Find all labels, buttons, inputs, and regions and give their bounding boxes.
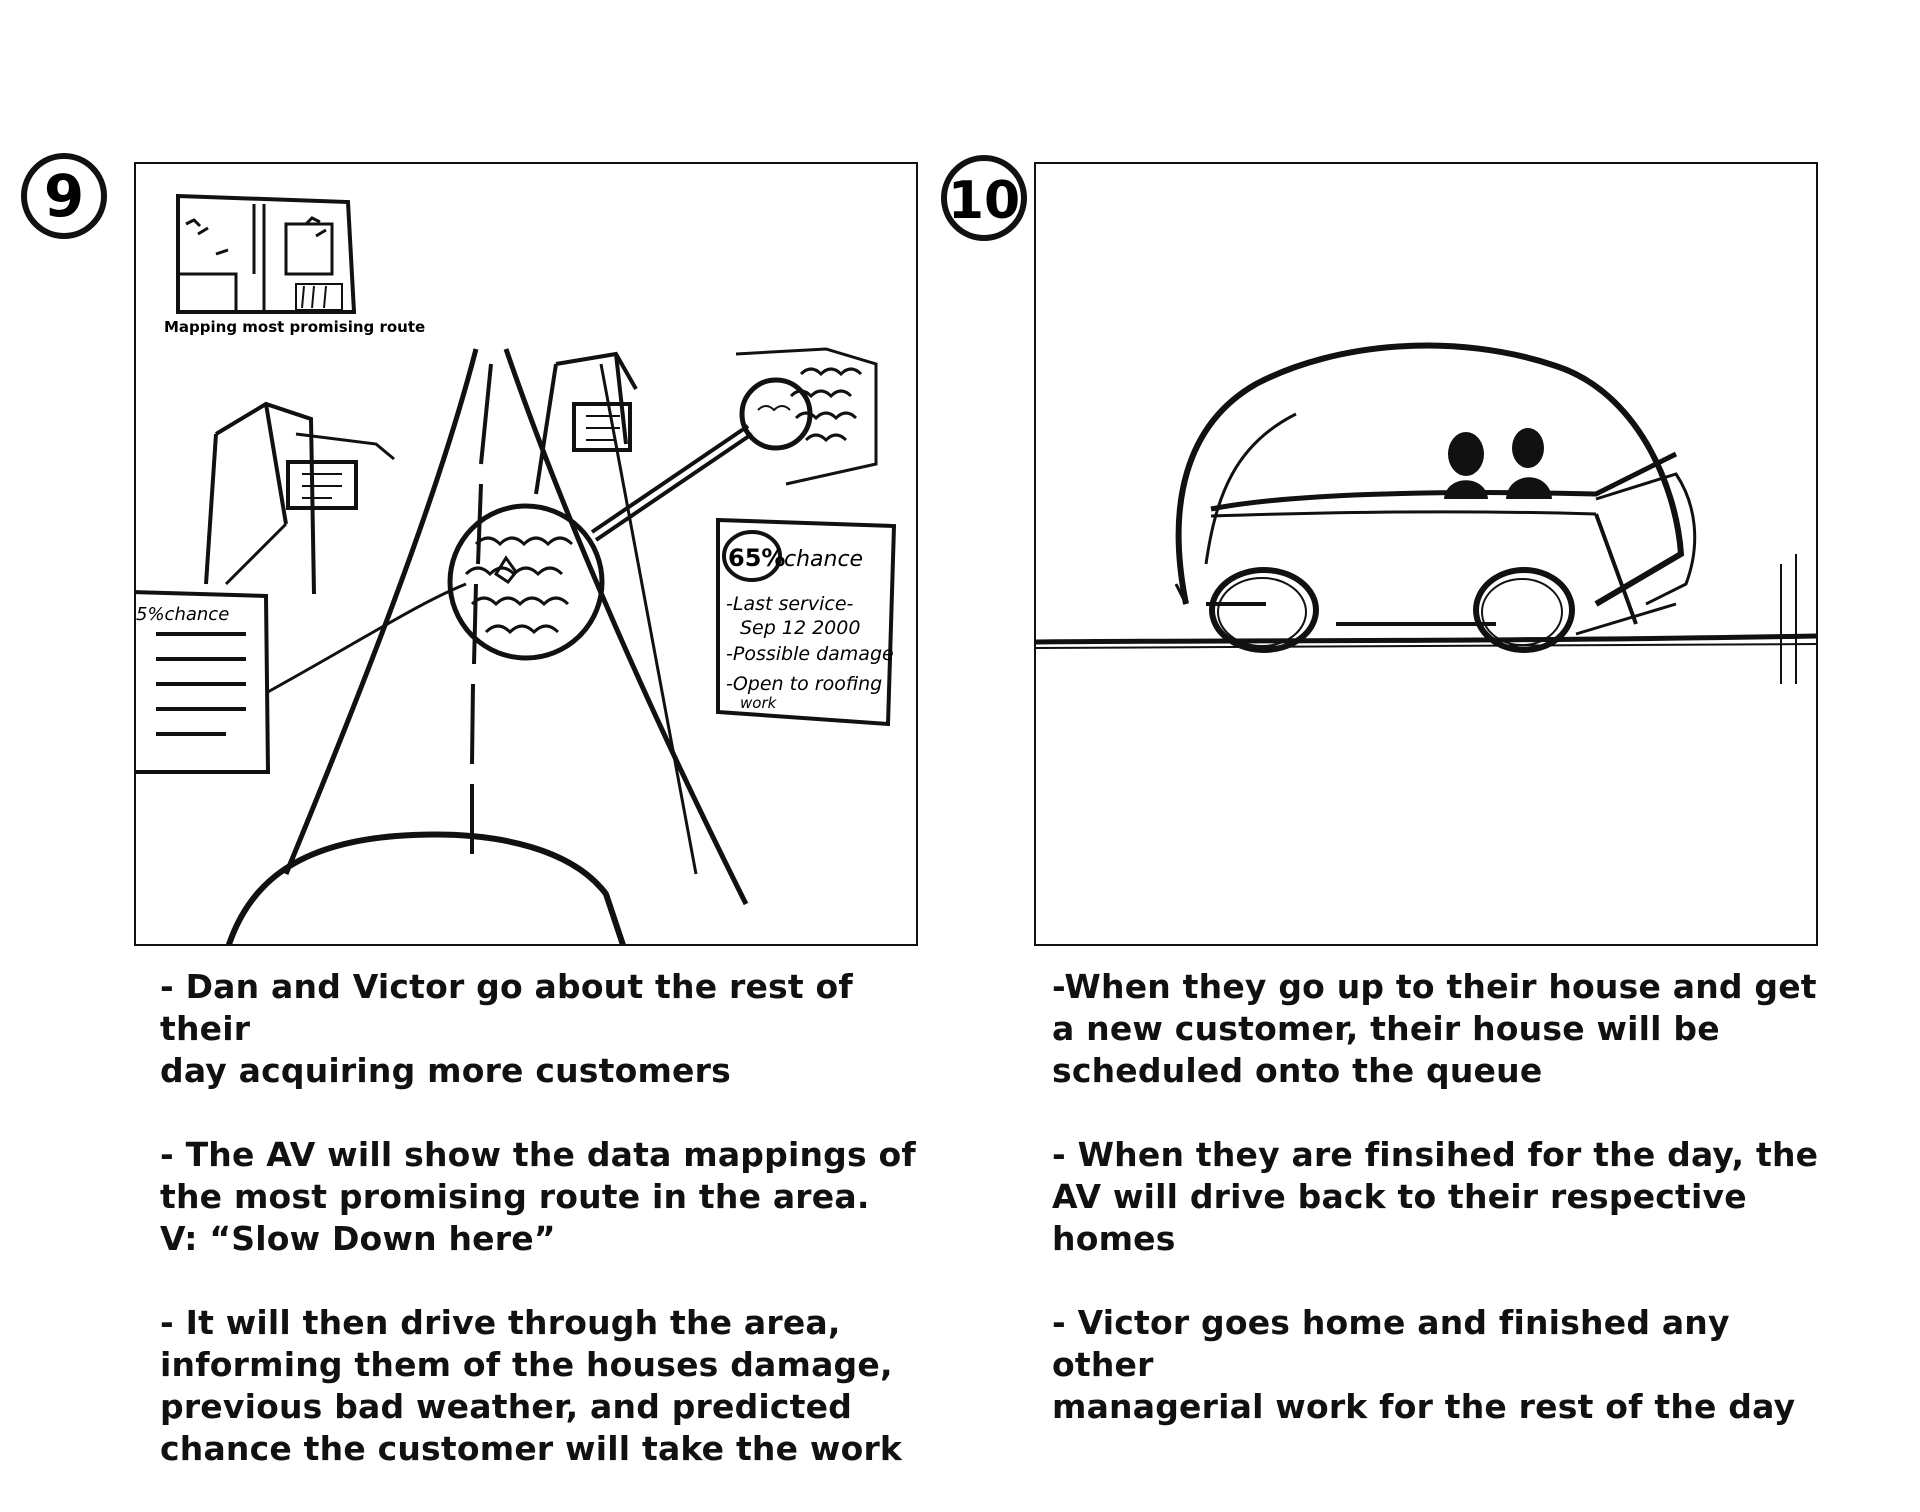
zoom-lens-large: [450, 506, 602, 658]
panel-10-frame: [1034, 162, 1818, 946]
panel-9-sketch: [136, 164, 916, 944]
passengers: [1444, 428, 1552, 499]
panel-10-caption-paragraph-2: - When they are finsihed for the day, the AV will drive back to their respective homes: [1052, 1135, 1819, 1258]
right-card-line3: -Possible damage: [726, 643, 894, 665]
minimap-label: Mapping most promising route: [164, 318, 426, 336]
panel-9-caption-paragraph-2: - The AV will show the data mappings of the most promising route in the area. V: “Slow Down here”: [160, 1135, 916, 1258]
right-posts: [1781, 554, 1796, 684]
panel-9-number: 9: [43, 162, 85, 230]
panel-9-caption-paragraph-1: - Dan and Victor go about the rest of their day acquiring more customers: [160, 967, 853, 1090]
left-house: [206, 404, 394, 594]
panel-9-frame: [134, 162, 918, 946]
panel-10-sketch: [1036, 164, 1816, 944]
ground-line: [1036, 636, 1816, 642]
av-car: [1176, 346, 1695, 650]
panel-9-caption-paragraph-3: - It will then drive through the area, informing them of the houses damage, previous bad weather, and predicted chance the customer will take the work: [160, 1303, 903, 1468]
passenger-victor: [1512, 428, 1544, 468]
panel-10-caption-paragraph-1: -When they go up to their house and get a new customer, their house will be scheduled onto the queue: [1052, 967, 1817, 1090]
passenger-dan: [1448, 432, 1484, 476]
right-card-line5: work: [740, 694, 777, 712]
right-card-line4: -Open to roofing: [726, 673, 883, 695]
right-card-chance-word: chance: [784, 547, 864, 572]
panel-10-caption-paragraph-3: - Victor goes home and finished any other managerial work for the rest of the day: [1052, 1303, 1796, 1426]
right-card-line1: -Last service-: [726, 593, 854, 615]
ground-line-2: [1036, 644, 1816, 648]
roof-shingles: [736, 349, 876, 484]
panel-10-number-badge: [936, 150, 1032, 246]
left-card-label: 5%chance: [136, 604, 230, 625]
minimap: [178, 196, 354, 312]
panel-9-number-badge: [18, 146, 114, 242]
right-card-line2: Sep 12 2000: [740, 617, 861, 639]
panel-10-number: 10: [947, 171, 1021, 231]
panel-10-caption: [1052, 966, 1822, 1470]
panel-9-caption: [160, 966, 920, 1512]
right-card-chance: 65%: [728, 544, 786, 572]
